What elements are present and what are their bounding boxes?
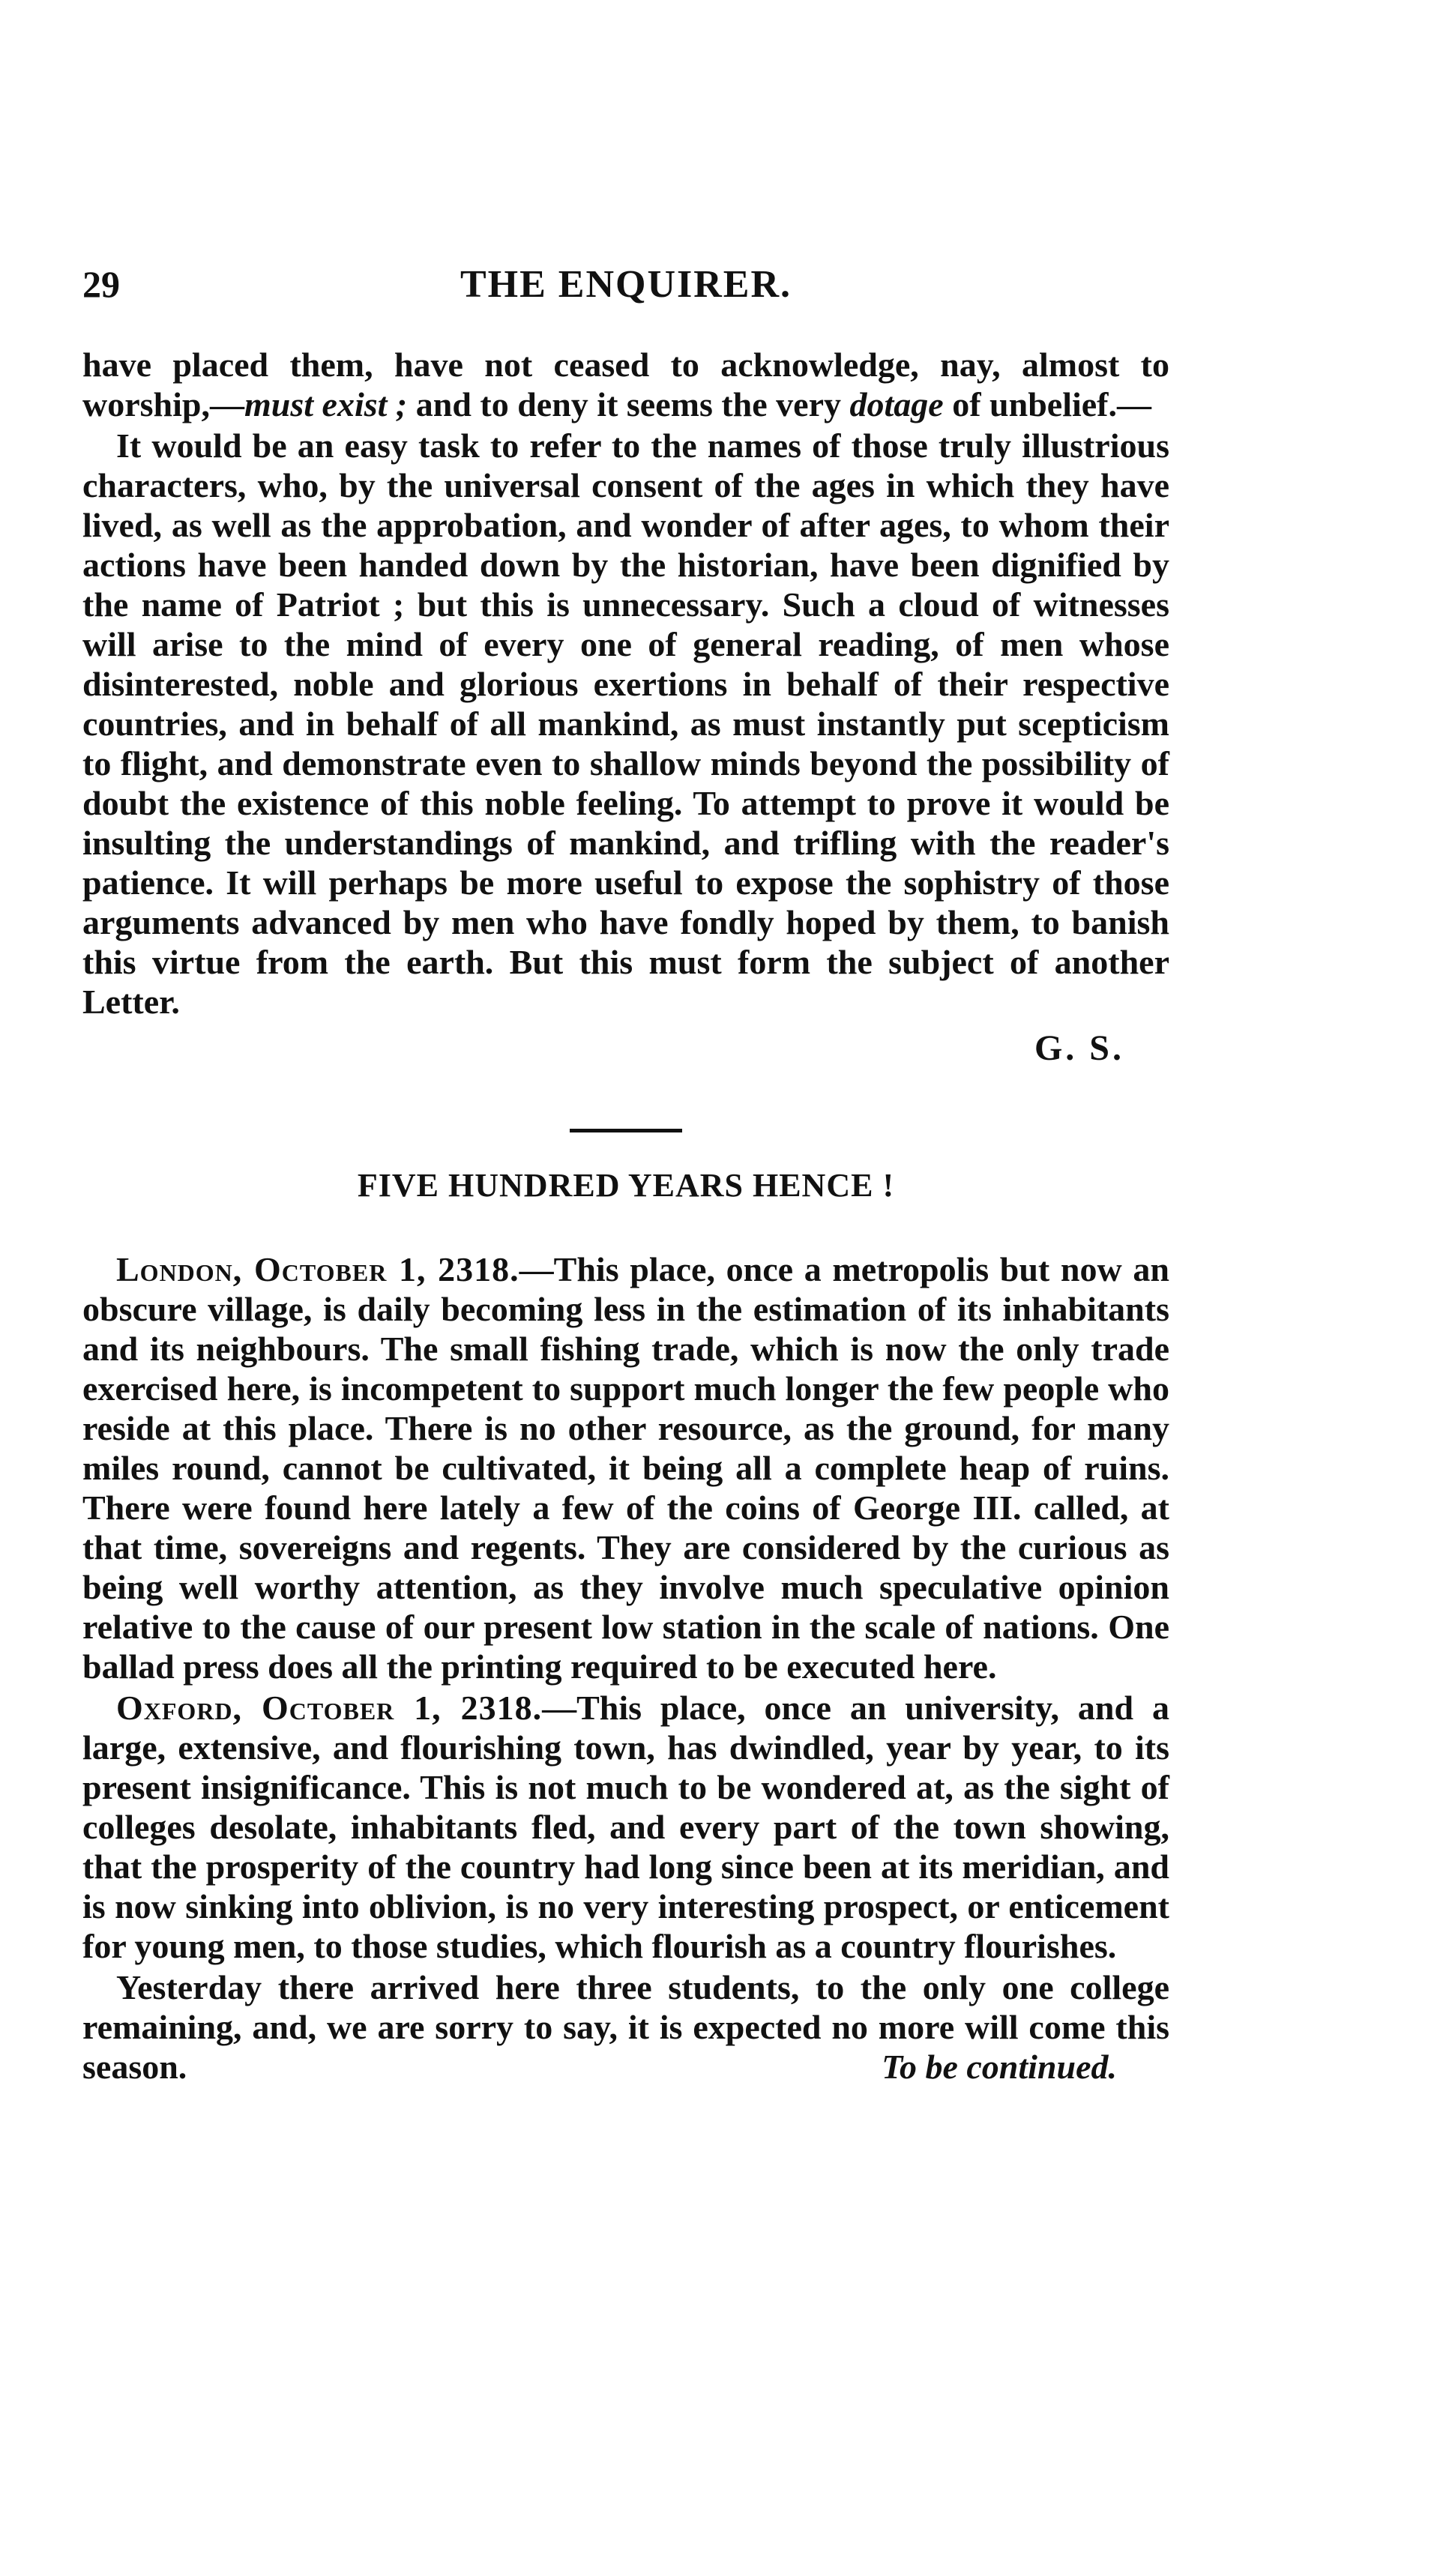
london-dateline: London, October 1, 2318. [116,1250,519,1288]
letter-p1-emphasis-2: dotage [849,385,944,423]
to-be-continued: To be continued. [882,2048,1117,2086]
section-divider [570,1129,682,1132]
oxford-text: —This place, once an university, and a large, extensive, and flourishing town, has dwindled, year by year, to its present insignificance. This is not much to be wondered at, as the sight of colleges desolate, inhabitants fled, and every part of the town showing, that the prosperity of the country had long since been at its meridian, and is now sinking into oblivion, is no very interesting prospect, or enticement for young men, to those studies, which flourish as a country flourishes. [82,1689,1169,1965]
letter-paragraph-1 [82,345,1169,424]
article-title: FIVE HUNDRED YEARS HENCE ! [357,1167,895,1204]
london-paragraph [82,1249,1169,1686]
letter-p1-emphasis: must exist ; [244,385,408,423]
letter-paragraph-2: It would be an easy task to refer to the names of those truly illustrious characters, who, by the universal consent of the ages in which they have lived, as well as the approbation, and wonder of after ages, to whom their actions have been handed down by the historian, have been dignified by the name of Patriot ; but this is unnecessary. Such a cloud of witnesses will arise to the mind of every one of general reading, of men whose disinterested, noble and glorious exertions in behalf of their respective countries, and in behalf of all mankind, as must instantly put scepticism to flight, and demonstrate even to shallow minds beyond the possibility of doubt the existence of this noble feeling. To attempt to prove it would be insulting the understandings of mankind, and trifling with the reader's patience. It will perhaps be more useful to expose the sophistry of those arguments advanced by men who have fondly hoped by them, to banish this virtue from the earth. But this must form the subject of another Letter. [82,426,1169,1021]
letter-p1-start: have placed them, have not ceased to acknowledge, nay, almost to worship,— [82,346,1169,423]
letter-p1-end: of unbelief.— [943,385,1151,423]
letter-p1-mid: and to deny it seems the very [407,385,850,423]
article-section [82,1166,1169,2087]
journal-title: THE ENQUIRER. [460,263,792,306]
page-number: 29 [82,263,120,305]
students-text: Yesterday there arrived here three students, to the only one college remaining, and, we are sorry to say, it is expected no more will come this season. [82,1968,1169,2086]
oxford-paragraph [82,1688,1169,1966]
students-paragraph [82,1967,1169,2087]
running-head [82,262,1169,315]
letter-section [82,345,1169,1069]
page [82,262,1169,2087]
oxford-dateline: Oxford, October 1, 2318. [116,1689,543,1727]
london-text: —This place, once a metropolis but now an obscure village, is daily becoming less in the estimation of its inhabitants and its neighbours. The small fishing trade, which is now the only trade exercised here, is incompetent to support much longer the few people who reside at this place. There is no other resource, as the ground, for many miles round, cannot be cultivated, it being all a complete heap of ruins. There were found here lately a few of the coins of George III. called, at that time, sovereigns and regents. They are considered by the curious as being well worthy attention, as they involve much speculative opinion relative to the cause of our present low station in the scale of nations. One ballad press does all the printing required to be executed here. [82,1250,1169,1686]
letter-signature: G. S. [1034,1028,1124,1068]
